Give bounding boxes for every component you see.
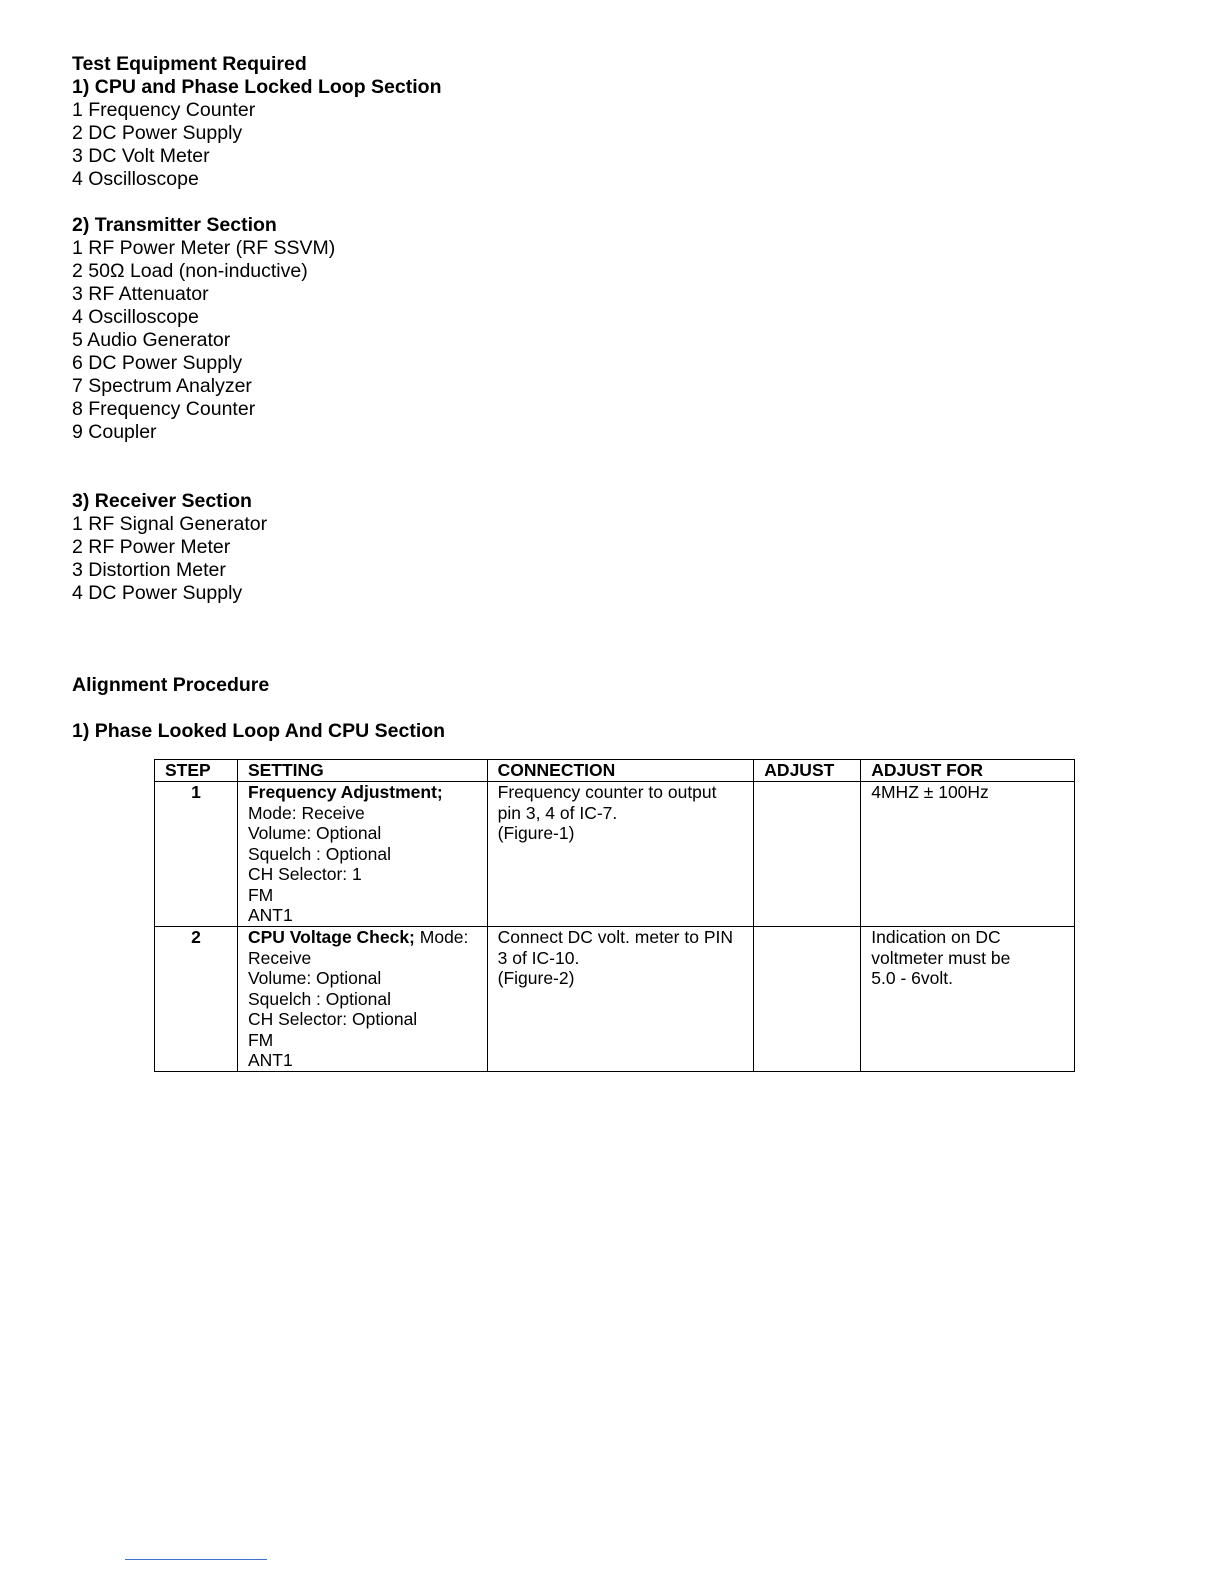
equipment-item: 3 Distortion Meter xyxy=(72,559,226,581)
setting-line: CH Selector: Optional xyxy=(247,1009,418,1029)
connection-line: pin 3, 4 of IC-7. xyxy=(497,802,618,823)
setting-line: FM xyxy=(247,884,274,905)
setting-text: Mode: xyxy=(414,927,469,947)
setting-line: Squelch : Optional xyxy=(247,843,391,864)
equipment-item: 4 Oscilloscope xyxy=(72,168,199,190)
equipment-item: 7 Spectrum Analyzer xyxy=(72,375,252,397)
table-row xyxy=(155,782,1075,927)
section-heading: 1) CPU and Phase Locked Loop Section xyxy=(72,76,442,98)
connection-line: (Figure-2) xyxy=(497,968,575,988)
header-step: STEP xyxy=(155,760,238,782)
alignment-subtitle: 1) Phase Looked Loop And CPU Section xyxy=(72,720,446,742)
adjust-for-line: 5.0 - 6volt. xyxy=(871,968,953,988)
adjust-for-cell xyxy=(861,927,1075,1072)
equipment-item: 1 Frequency Counter xyxy=(72,99,256,121)
setting-line: CH Selector: 1 xyxy=(247,864,362,884)
equipment-item: 4 DC Power Supply xyxy=(72,582,243,604)
adjust-for-line: Indication on DC xyxy=(871,927,1001,947)
setting-line: Mode: Receive xyxy=(247,802,365,823)
header-adjust-for: ADJUST FOR xyxy=(861,760,1075,782)
connection-line: 3 of IC-10. xyxy=(497,947,580,968)
adjust-for-line: 4MHZ ± 100Hz xyxy=(871,782,989,802)
adjust-cell xyxy=(754,927,861,1072)
setting-line: ANT1 xyxy=(247,905,293,925)
section-heading: 2) Transmitter Section xyxy=(72,214,277,236)
header-setting: SETTING xyxy=(237,760,487,782)
equipment-item: 1 RF Power Meter (RF SSVM) xyxy=(72,237,336,259)
setting-cell xyxy=(237,782,487,927)
equipment-item: 3 RF Attenuator xyxy=(72,283,209,305)
equipment-item: 2 RF Power Meter xyxy=(72,536,231,558)
connection-line: (Figure-1) xyxy=(497,823,575,843)
connection-line: Frequency counter to output xyxy=(497,782,717,802)
footnote-separator xyxy=(125,1559,267,1560)
connection-cell xyxy=(487,782,754,927)
equipment-item: 3 DC Volt Meter xyxy=(72,145,210,167)
table-header-row xyxy=(155,760,1075,782)
adjust-for-line: voltmeter must be xyxy=(871,947,1011,968)
table-row xyxy=(155,927,1075,1072)
equipment-item: 4 Oscilloscope xyxy=(72,306,199,328)
setting-line: Squelch : Optional xyxy=(247,988,391,1009)
adjust-cell xyxy=(754,782,861,927)
test-equipment-title: Test Equipment Required xyxy=(72,53,307,75)
header-connection: CONNECTION xyxy=(487,760,754,782)
equipment-item: 5 Audio Generator xyxy=(72,329,231,351)
setting-line: Receive xyxy=(247,947,312,968)
equipment-item: 6 DC Power Supply xyxy=(72,352,243,374)
setting-title: Frequency Adjustment; xyxy=(247,782,443,802)
equipment-item: 2 50Ω Load (non-inductive) xyxy=(72,260,308,282)
equipment-item: 2 DC Power Supply xyxy=(72,122,243,144)
connection-line: Connect DC volt. meter to PIN xyxy=(497,927,733,947)
document-body xyxy=(72,53,1152,743)
alignment-title: Alignment Procedure xyxy=(72,674,270,696)
setting-line: Volume: Optional xyxy=(247,968,382,988)
equipment-item: 8 Frequency Counter xyxy=(72,398,256,420)
setting-title: CPU Voltage Check; xyxy=(247,927,415,947)
section-heading: 3) Receiver Section xyxy=(72,490,252,512)
setting-line: ANT1 xyxy=(247,1050,293,1070)
alignment-table xyxy=(154,759,1075,1072)
adjust-for-cell xyxy=(861,782,1075,927)
header-adjust: ADJUST xyxy=(754,760,861,782)
step-number: 1 xyxy=(155,782,238,927)
equipment-item: 9 Coupler xyxy=(72,421,157,443)
step-number: 2 xyxy=(155,927,238,1072)
setting-line: Volume: Optional xyxy=(247,823,382,843)
equipment-item: 1 RF Signal Generator xyxy=(72,513,268,535)
setting-line: FM xyxy=(247,1029,274,1050)
setting-cell xyxy=(237,927,487,1072)
connection-cell xyxy=(487,927,754,1072)
